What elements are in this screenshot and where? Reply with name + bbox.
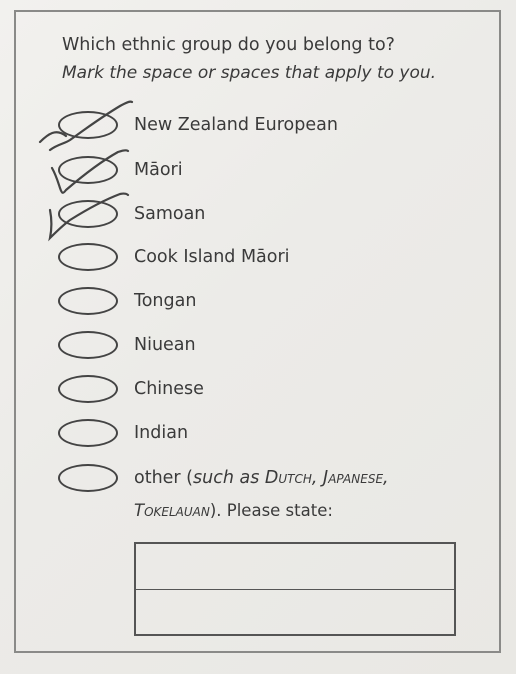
option-niuean[interactable] — [58, 330, 478, 362]
checkbox-oval[interactable] — [58, 464, 118, 492]
option-label: Niuean — [134, 335, 196, 355]
option-chinese[interactable] — [58, 374, 478, 406]
checkbox-oval[interactable] — [58, 375, 118, 403]
option-label: Cook Island Māori — [134, 247, 290, 267]
checkbox-oval[interactable] — [58, 331, 118, 359]
write-in-divider — [136, 589, 454, 590]
option-tongan[interactable] — [58, 286, 478, 318]
option-new-zealand-european[interactable] — [58, 110, 478, 142]
checkbox-oval[interactable] — [58, 243, 118, 271]
checkbox-oval[interactable] — [58, 287, 118, 315]
write-in-line-1[interactable] — [138, 546, 452, 586]
option-samoan[interactable] — [58, 199, 478, 231]
option-label: Samoan — [134, 204, 206, 224]
option-other[interactable] — [58, 463, 478, 495]
checkbox-oval[interactable] — [58, 200, 118, 228]
write-in-box — [134, 542, 456, 636]
other-label-continued: Tokelauan). Please state: — [134, 501, 333, 520]
option-other-label: other (such as Dutch, Japanese, — [134, 468, 389, 488]
checkbox-oval[interactable] — [58, 156, 118, 184]
checkbox-oval[interactable] — [58, 111, 118, 139]
checkbox-oval[interactable] — [58, 419, 118, 447]
option-label: Māori — [134, 160, 183, 180]
option-label: Tongan — [134, 291, 197, 311]
option-label: New Zealand European — [134, 115, 338, 135]
write-in-line-2[interactable] — [138, 594, 452, 634]
instruction-text: Mark the space or spaces that apply to you. — [62, 63, 437, 83]
option-indian[interactable] — [58, 418, 478, 450]
option-cook-island-maori[interactable] — [58, 242, 478, 274]
option-label: Chinese — [134, 379, 204, 399]
option-maori[interactable] — [58, 155, 478, 187]
question-text: Which ethnic group do you belong to? — [62, 35, 395, 55]
option-label: Indian — [134, 423, 189, 443]
